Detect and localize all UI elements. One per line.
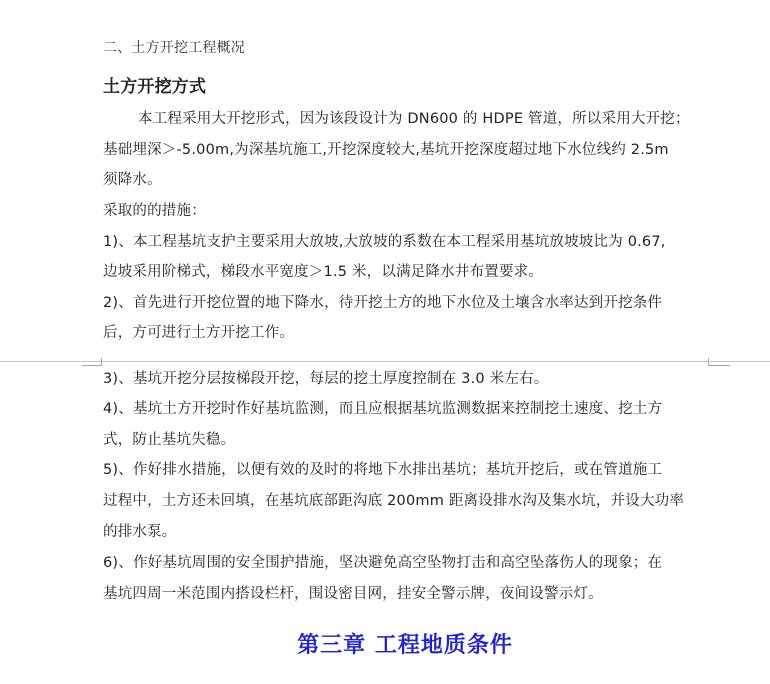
measure-line: 的排水泵。 [103,524,177,540]
measure-line: 边坡采用阶梯式，梯段水平宽度＞1.5 米，以满足降水井布置要求。 [103,264,544,280]
measure-line: 4)、基坑土方开挖时作好基坑监测，而且应根据基坑监测数据来控制挖土速度、挖土方 [103,401,663,417]
subheading: 土方开挖方式 [103,77,207,97]
measure-line: 2)、首先进行开挖位置的地下降水，待开挖土方的地下水位及土壤含水率达到开挖条件 [103,295,663,311]
measure-line: 基坑四周一米范围内搭设栏杆，围设密目网，挂安全警示牌，夜间设警示灯。 [103,586,603,602]
section-heading: 二、土方开挖工程概况 [103,40,245,56]
measure-line: 5)、作好排水措施，以便有效的及时的将地下水排出基坑；基坑开挖后，或在管道施工 [103,462,663,478]
measures-title: 采取的的措施： [103,203,206,219]
paragraph-line: 基础埋深＞-5.00m,为深基坑施工,开挖深度较大,基坑开挖深度超过地下水位线约 2.5m [103,142,669,158]
measure-line: 后，方可进行土方开挖工作。 [103,325,295,341]
measure-line: 1)、本工程基坑支护主要采用大放坡,大放坡的系数在本工程采用基坑放坡坡比为 0.67, [103,234,666,250]
paragraph-line: 本工程采用大开挖形式，因为该段设计为 DN600 的 HDPE 管道，所以采用大开挖； [138,111,690,127]
page-corner-mark-right [708,358,730,366]
measure-line: 6)、作好基坑周围的安全围护措施，坚决避免高空坠物打击和高空坠落伤人的现象；在 [103,555,663,571]
measure-line: 3)、基坑开挖分层按梯段开挖，每层的挖土厚度控制在 3.0 米左右。 [103,371,549,387]
chapter-title: 第三章 工程地质条件 [297,633,513,658]
page-break-line [0,361,770,362]
page-corner-mark-left [82,358,102,366]
paragraph-line: 须降水。 [103,172,162,188]
page-break [0,358,770,366]
measure-line: 过程中，土方还未回填，在基坑底部距沟底 200mm 距离设排水沟及集水坑，并设大功率 [103,493,685,509]
measure-line: 式，防止基坑失稳。 [103,432,236,448]
